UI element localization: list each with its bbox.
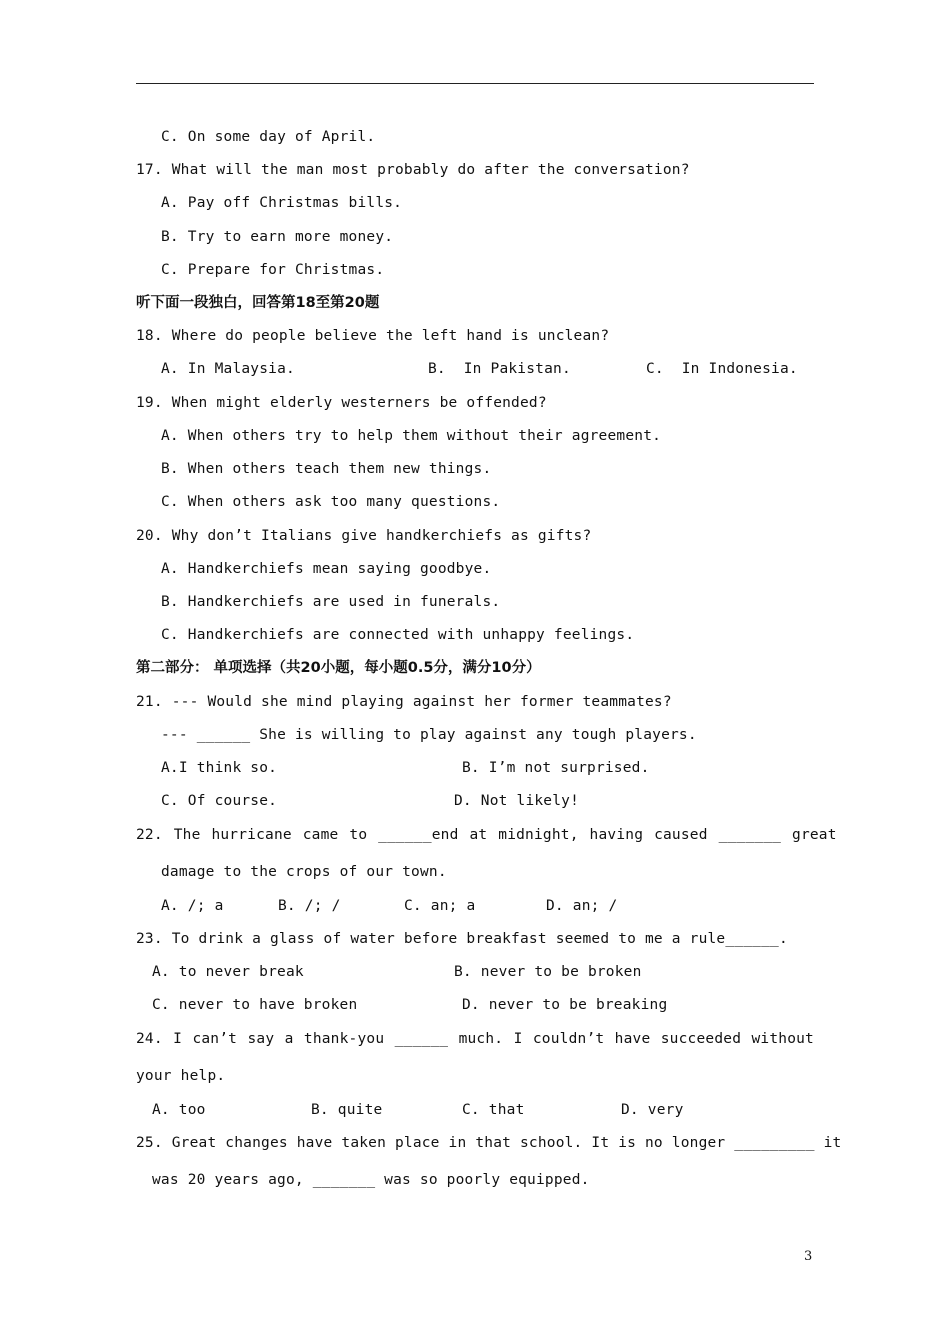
q17-option-b: B. Try to earn more money. [161, 229, 394, 245]
q19-option-b: B. When others teach them new things. [161, 461, 492, 477]
q23-option-d: D. never to be breaking [462, 997, 668, 1013]
question-22: 22. The hurricane came to ______end at midnight, having caused _______ great [136, 827, 837, 843]
q21-option-b: B. I’m not surprised. [462, 760, 650, 776]
q18-option-a: A. In Malaysia. [161, 361, 295, 377]
q22-option-a: A. /; a [161, 898, 224, 914]
q18-option-c: C. In Indonesia. [646, 361, 798, 377]
q16-option-c: C. On some day of April. [161, 129, 376, 145]
q21-response: --- ______ She is willing to play against any tough players. [161, 727, 697, 743]
q23-option-b: B. never to be broken [454, 964, 642, 980]
q22-option-c: C. an; a [404, 898, 476, 914]
question-23: 23. To drink a glass of water before breakfast seemed to me a rule______. [136, 931, 788, 947]
question-24: 24. I can’t say a thank-you ______ much. I couldn’t have succeeded without [136, 1031, 814, 1047]
q21-option-d: D. Not likely! [454, 793, 580, 809]
q21-option-a: A.I think so. [161, 760, 278, 776]
question-21: 21. --- Would she mind playing against her former teammates? [136, 694, 672, 710]
q20-option-b: B. Handkerchiefs are used in funerals. [161, 594, 501, 610]
question-19: 19. When might elderly westerners be offended? [136, 395, 547, 411]
question-24-cont: your help. [136, 1068, 226, 1084]
question-22-cont: damage to the crops of our town. [161, 864, 447, 880]
q24-option-b: B. quite [311, 1102, 383, 1118]
q22-option-b: B. /; / [278, 898, 341, 914]
part-two-heading: 第二部分： 单项选择（共20小题，每小题0.5分，满分10分） [136, 660, 541, 676]
q17-option-c: C. Prepare for Christmas. [161, 262, 385, 278]
q19-option-a: A. When others try to help them without their agreement. [161, 428, 662, 444]
question-25-cont: was 20 years ago, _______ was so poorly equipped. [152, 1172, 590, 1188]
q17-option-a: A. Pay off Christmas bills. [161, 195, 403, 211]
question-25: 25. Great changes have taken place in that school. It is no longer _________ it [136, 1135, 842, 1151]
q21-option-c: C. Of course. [161, 793, 278, 809]
q23-option-a: A. to never break [152, 964, 304, 980]
q20-option-c: C. Handkerchiefs are connected with unhappy feelings. [161, 627, 635, 643]
q23-option-c: C. never to have broken [152, 997, 358, 1013]
q24-option-c: C. that [462, 1102, 525, 1118]
q20-option-a: A. Handkerchiefs mean saying goodbye. [161, 561, 492, 577]
section-instruction: 听下面一段独白，回答第18至第20题 [136, 295, 380, 311]
page-number: 3 [804, 1249, 813, 1264]
q24-option-a: A. too [152, 1102, 206, 1118]
q18-option-b: B. In Pakistan. [428, 361, 571, 377]
question-17: 17. What will the man most probably do after the conversation? [136, 162, 690, 178]
question-20: 20. Why don’t Italians give handkerchiefs as gifts? [136, 528, 592, 544]
question-18: 18. Where do people believe the left hand is unclean? [136, 328, 610, 344]
q19-option-c: C. When others ask too many questions. [161, 494, 501, 510]
q22-option-d: D. an; / [546, 898, 618, 914]
header-rule [136, 83, 814, 84]
q24-option-d: D. very [621, 1102, 684, 1118]
